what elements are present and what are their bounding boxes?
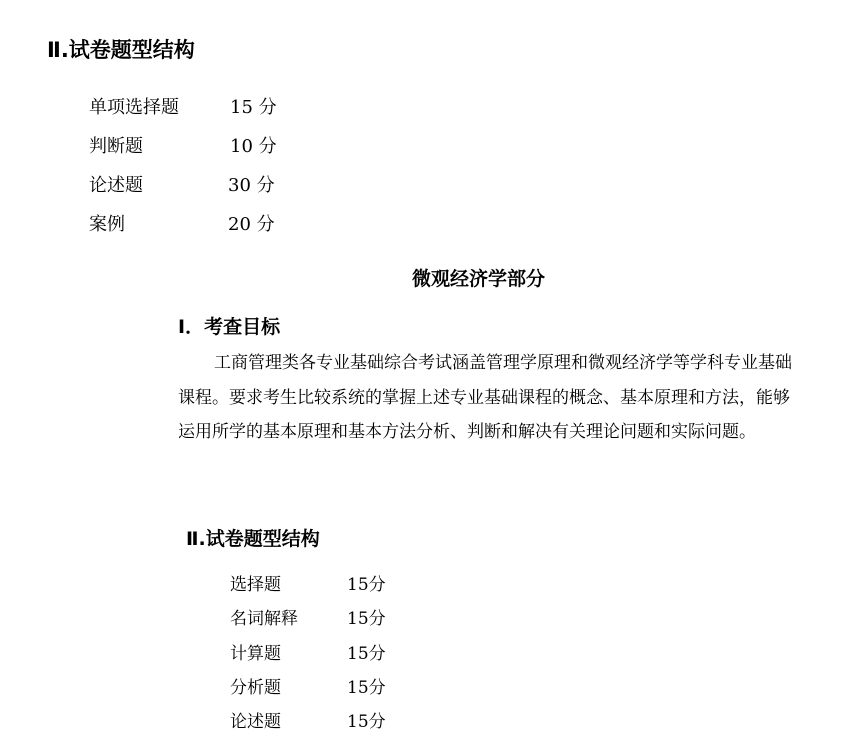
question-score: 15分 — [347, 644, 386, 664]
section-heading-exam-structure-2: Ⅱ.试卷题型结构 — [186, 528, 320, 550]
question-score: 10 分 — [230, 136, 277, 157]
question-type: 论述题 — [89, 175, 143, 196]
question-type: 分析题 — [230, 678, 281, 698]
question-type: 名词解释 — [230, 609, 298, 629]
section-heading-exam-structure: Ⅱ.试卷题型结构 — [47, 38, 195, 62]
question-type: 论述题 — [230, 712, 281, 732]
question-type: 选择题 — [230, 575, 281, 595]
question-score: 15分 — [347, 609, 386, 629]
question-score: 15分 — [347, 575, 386, 595]
section-heading-goal: I．考查目标 — [178, 316, 281, 338]
question-type: 单项选择题 — [89, 97, 179, 118]
question-type: 案例 — [89, 214, 125, 235]
question-score: 30 分 — [228, 175, 275, 196]
question-score: 15分 — [347, 712, 386, 732]
question-type: 判断题 — [89, 136, 143, 157]
question-type: 计算题 — [230, 644, 281, 664]
goal-paragraph: 工商管理类各专业基础综合考试涵盖管理学原理和微观经济学等学科专业基础课程。要求考生比较系统的掌握上述专业基础课程的概念、基本原理和方法，能够运用所学的基本原理和基本方法分析、判断和解决有关理论问题和实际问题。 — [178, 353, 792, 442]
question-score: 15 分 — [230, 97, 277, 118]
question-score: 20 分 — [228, 214, 275, 235]
question-score: 15分 — [347, 678, 386, 698]
part-title: 微观经济学部分 — [412, 268, 546, 290]
